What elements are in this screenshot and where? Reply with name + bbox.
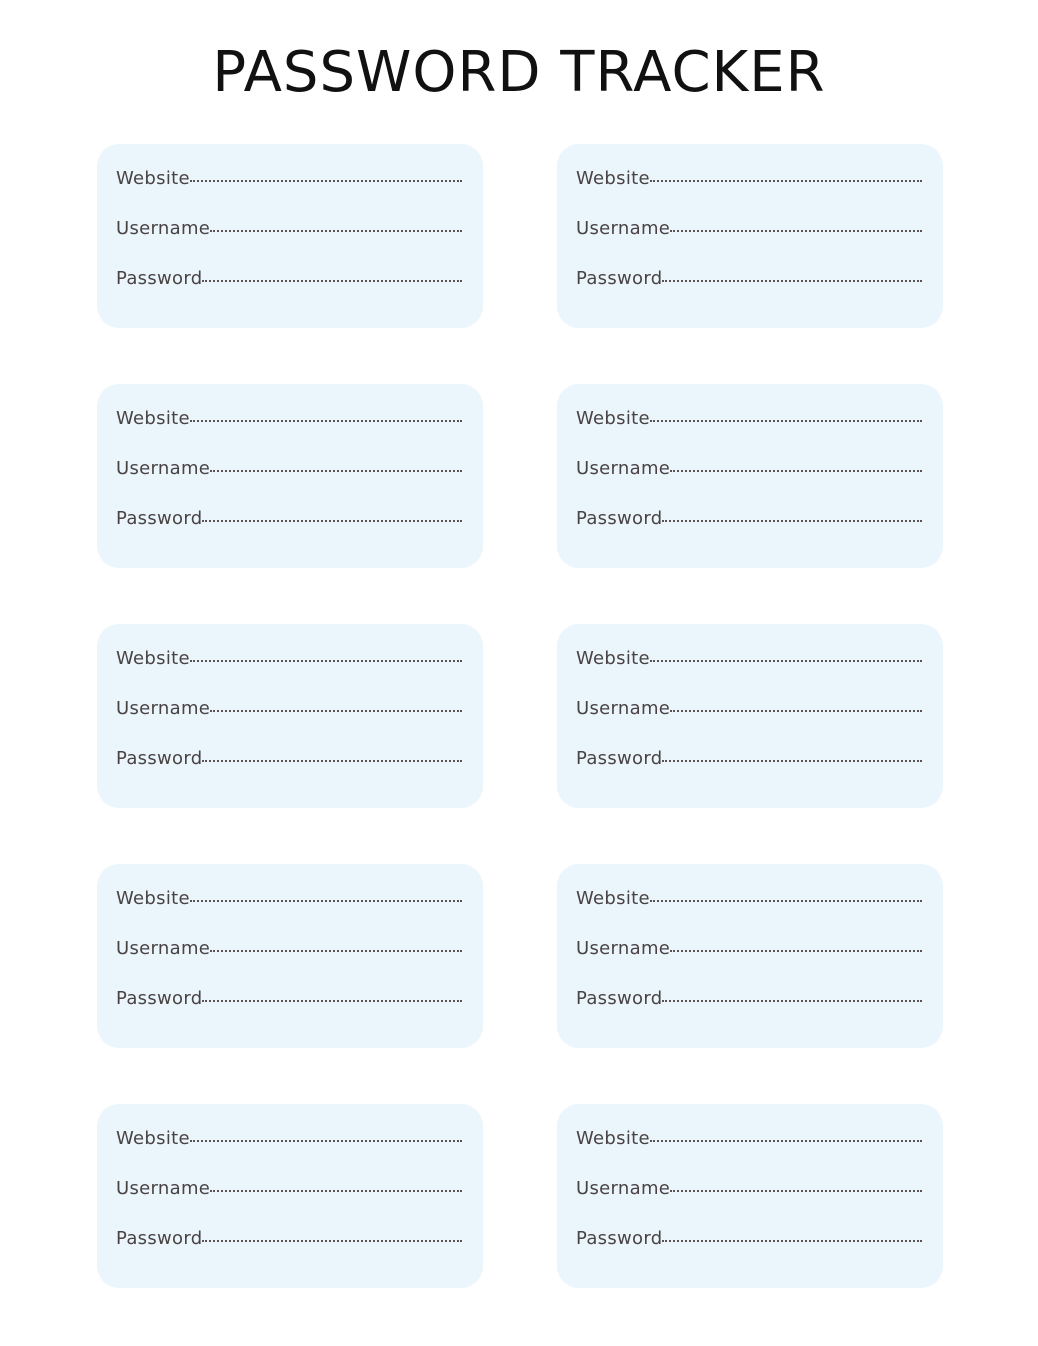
website-input-line[interactable]	[650, 1140, 922, 1142]
website-field	[116, 408, 462, 458]
username-input-line[interactable]	[210, 710, 462, 712]
website-label: Website	[576, 1128, 650, 1149]
password-card	[97, 144, 483, 328]
password-label: Password	[576, 1228, 663, 1249]
password-input-line[interactable]	[202, 520, 462, 522]
password-input-line[interactable]	[662, 520, 922, 522]
website-input-line[interactable]	[190, 660, 462, 662]
username-label: Username	[576, 458, 671, 479]
username-label: Username	[116, 1178, 211, 1199]
website-input-line[interactable]	[650, 180, 922, 182]
password-field	[116, 748, 462, 798]
username-field	[116, 218, 462, 268]
password-label: Password	[576, 748, 663, 769]
username-field	[576, 698, 922, 748]
username-label: Username	[116, 938, 211, 959]
website-field	[576, 168, 922, 218]
username-input-line[interactable]	[670, 710, 922, 712]
username-label: Username	[576, 698, 671, 719]
username-label: Username	[576, 218, 671, 239]
username-input-line[interactable]	[210, 950, 462, 952]
website-field	[576, 648, 922, 698]
username-field	[116, 698, 462, 748]
website-label: Website	[576, 648, 650, 669]
password-label: Password	[576, 988, 663, 1009]
password-input-line[interactable]	[202, 1240, 462, 1242]
website-label: Website	[576, 168, 650, 189]
website-label: Website	[116, 408, 190, 429]
page-title: PASSWORD TRACKER	[212, 40, 826, 105]
password-card	[557, 624, 943, 808]
password-input-line[interactable]	[202, 280, 462, 282]
website-field	[576, 888, 922, 938]
password-input-line[interactable]	[662, 1000, 922, 1002]
password-field	[576, 508, 922, 558]
website-label: Website	[576, 408, 650, 429]
username-input-line[interactable]	[670, 950, 922, 952]
password-field	[116, 268, 462, 318]
website-input-line[interactable]	[650, 900, 922, 902]
website-field	[576, 408, 922, 458]
password-field	[576, 988, 922, 1038]
website-label: Website	[116, 168, 190, 189]
password-field	[116, 508, 462, 558]
username-input-line[interactable]	[670, 470, 922, 472]
username-label: Username	[576, 1178, 671, 1199]
password-label: Password	[116, 1228, 203, 1249]
password-input-line[interactable]	[202, 1000, 462, 1002]
username-field	[576, 1178, 922, 1228]
username-label: Username	[116, 458, 211, 479]
website-input-line[interactable]	[190, 1140, 462, 1142]
password-label: Password	[116, 988, 203, 1009]
password-label: Password	[576, 508, 663, 529]
password-card	[97, 624, 483, 808]
website-input-line[interactable]	[190, 420, 462, 422]
username-field	[116, 938, 462, 988]
password-card	[557, 1104, 943, 1288]
website-label: Website	[116, 888, 190, 909]
website-field	[576, 1128, 922, 1178]
username-input-line[interactable]	[210, 230, 462, 232]
website-input-line[interactable]	[190, 180, 462, 182]
website-field	[116, 888, 462, 938]
username-input-line[interactable]	[210, 470, 462, 472]
password-card	[97, 384, 483, 568]
website-field	[116, 648, 462, 698]
password-card	[97, 1104, 483, 1288]
password-field	[576, 268, 922, 318]
website-field	[116, 1128, 462, 1178]
username-label: Username	[576, 938, 671, 959]
website-input-line[interactable]	[190, 900, 462, 902]
password-card	[557, 144, 943, 328]
username-field	[576, 458, 922, 508]
username-label: Username	[116, 698, 211, 719]
username-field	[116, 1178, 462, 1228]
website-input-line[interactable]	[650, 420, 922, 422]
password-label: Password	[576, 268, 663, 289]
username-field	[116, 458, 462, 508]
username-input-line[interactable]	[210, 1190, 462, 1192]
password-card	[557, 864, 943, 1048]
password-field	[116, 1228, 462, 1278]
password-card-grid	[97, 144, 943, 1288]
website-input-line[interactable]	[650, 660, 922, 662]
website-label: Website	[116, 648, 190, 669]
password-label: Password	[116, 508, 203, 529]
password-field	[116, 988, 462, 1038]
password-input-line[interactable]	[662, 280, 922, 282]
username-input-line[interactable]	[670, 1190, 922, 1192]
username-label: Username	[116, 218, 211, 239]
website-field	[116, 168, 462, 218]
password-input-line[interactable]	[662, 1240, 922, 1242]
password-field	[576, 1228, 922, 1278]
password-label: Password	[116, 748, 203, 769]
website-label: Website	[116, 1128, 190, 1149]
website-label: Website	[576, 888, 650, 909]
username-field	[576, 218, 922, 268]
username-field	[576, 938, 922, 988]
password-card	[557, 384, 943, 568]
password-input-line[interactable]	[202, 760, 462, 762]
password-card	[97, 864, 483, 1048]
password-label: Password	[116, 268, 203, 289]
username-input-line[interactable]	[670, 230, 922, 232]
password-input-line[interactable]	[662, 760, 922, 762]
password-field	[576, 748, 922, 798]
